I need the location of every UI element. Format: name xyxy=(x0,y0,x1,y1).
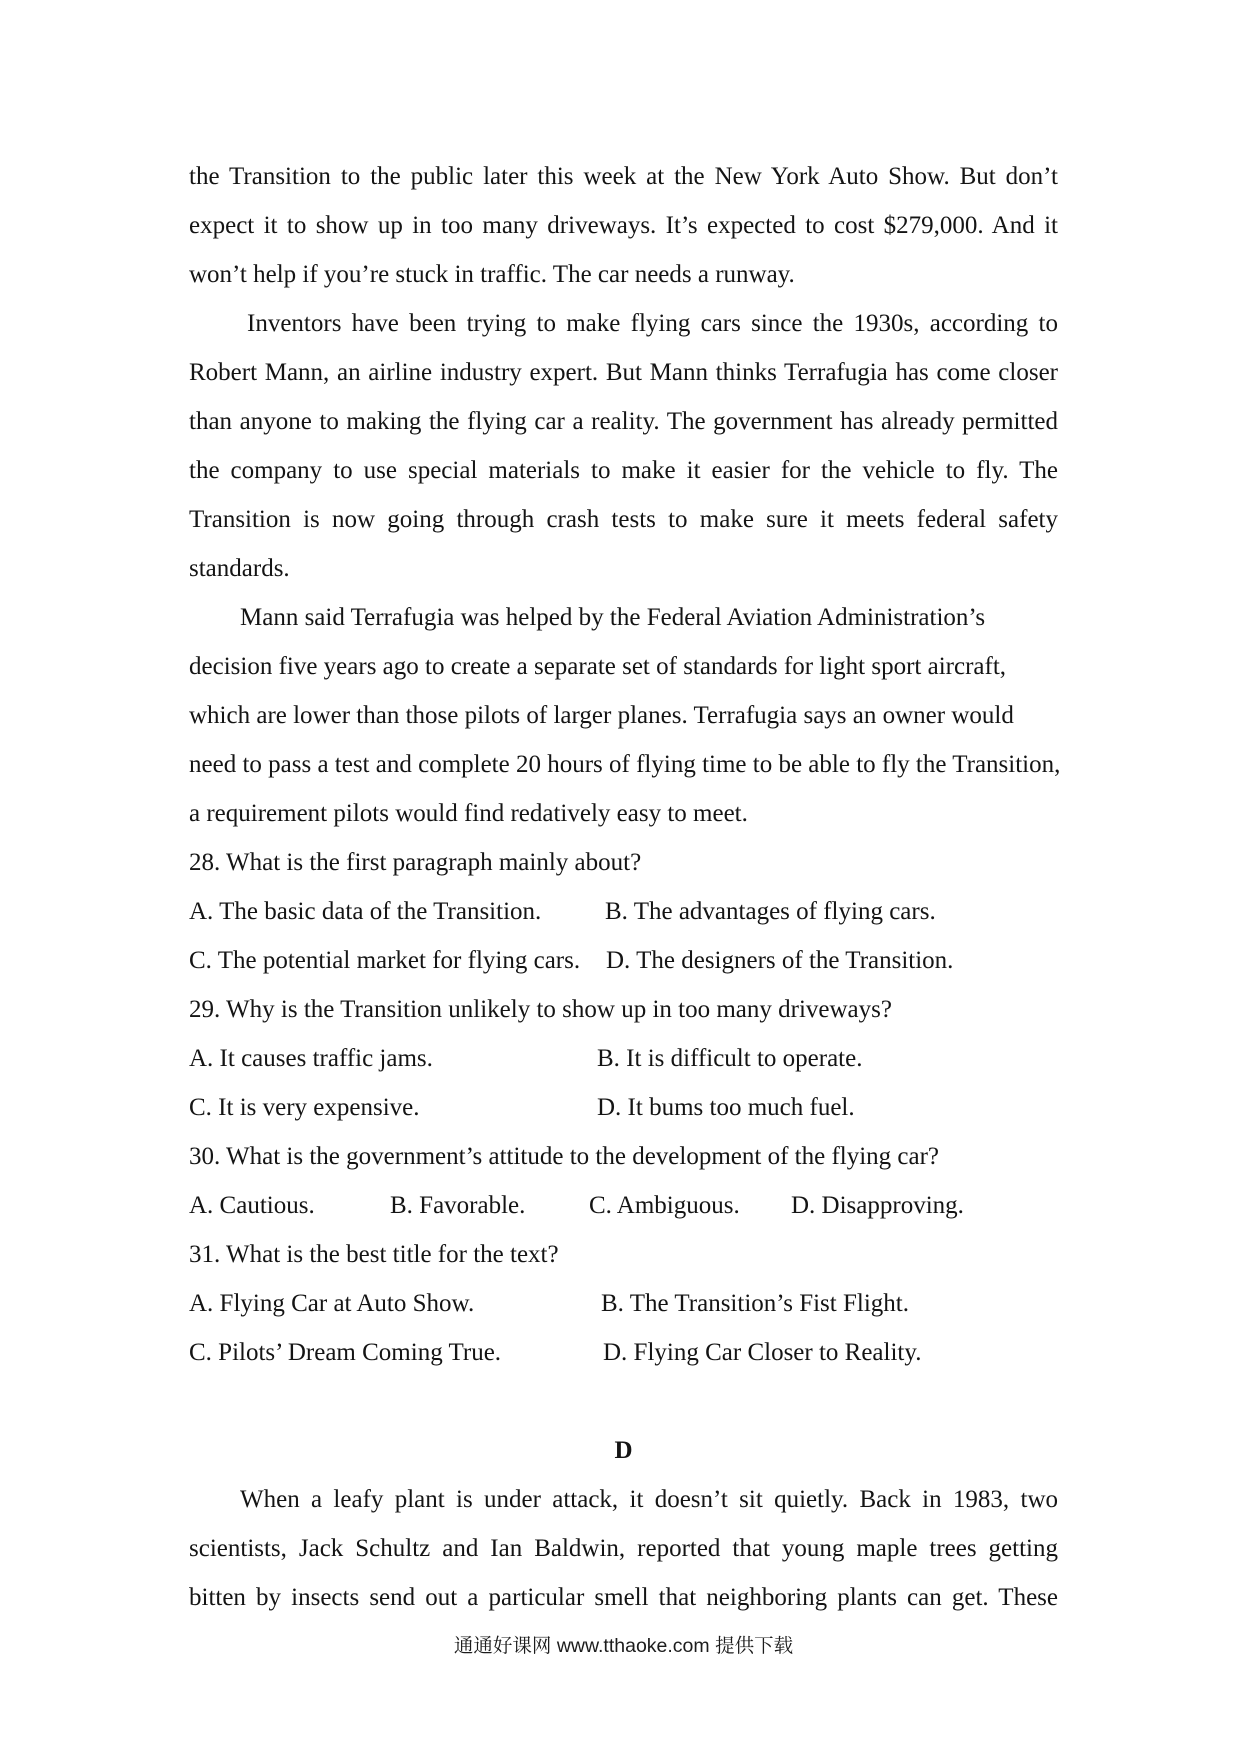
option-c: C. Pilots’ Dream Coming True. xyxy=(189,1339,502,1366)
question-28 xyxy=(189,838,1058,985)
text-column xyxy=(189,152,1061,1671)
option-row xyxy=(189,936,1058,985)
option-d: D. Flying Car Closer to Reality. xyxy=(603,1339,922,1366)
paragraph-line: expect it to show up in too many driveways. It’s expected to cost $279,000. And it xyxy=(189,212,1058,239)
option-row xyxy=(189,1034,1058,1083)
question-31 xyxy=(189,1230,1058,1377)
option-d: D. It bums too much fuel. xyxy=(597,1094,855,1121)
passage-d-paragraph-1 xyxy=(189,1475,1058,1622)
paragraph-line: When a leafy plant is under attack, it doesn’t sit quietly. Back in 1983, two xyxy=(240,1486,1058,1513)
paragraph-line: need to pass a test and complete 20 hours of flying time to be able to fly the Transition, xyxy=(189,751,1061,778)
paragraph-line: a requirement pilots would find redatively easy to meet. xyxy=(189,800,748,827)
option-c: C. It is very expensive. xyxy=(189,1094,420,1121)
option-a: A. Cautious. xyxy=(189,1192,315,1219)
section-heading: D xyxy=(614,1437,633,1464)
option-row xyxy=(189,887,1058,936)
footer-text: 通通好课网 www.tthaoke.com 提供下载 xyxy=(453,1635,794,1657)
paragraph-line: Inventors have been trying to make flying cars since the 1930s, according to xyxy=(247,310,1058,337)
question-30 xyxy=(189,1132,1058,1230)
paragraph-line: standards. xyxy=(189,555,290,582)
option-d: D. Disapproving. xyxy=(791,1192,964,1219)
option-c: C. Ambiguous. xyxy=(589,1192,740,1219)
option-d: D. The designers of the Transition. xyxy=(606,947,954,974)
option-row xyxy=(189,1328,1058,1377)
passage-c-paragraph-1 xyxy=(189,152,1058,299)
paragraph-line: Transition is now going through crash tests to make sure it meets federal safety xyxy=(189,506,1058,533)
paragraph-line: Robert Mann, an airline industry expert. But Mann thinks Terrafugia has come closer xyxy=(189,359,1058,386)
option-row xyxy=(189,1279,1058,1328)
question-stem: 30. What is the government’s attitude to the development of the flying car? xyxy=(189,1143,940,1170)
paragraph-line: the Transition to the public later this week at the New York Auto Show. But don’t xyxy=(189,163,1058,190)
paragraph-line: which are lower than those pilots of larger planes. Terrafugia says an owner would xyxy=(189,702,1014,729)
paragraph-line: scientists, Jack Schultz and Ian Baldwin, reported that young maple trees getting xyxy=(189,1535,1058,1562)
option-b: B. The advantages of flying cars. xyxy=(605,898,936,925)
paragraph-line: won’t help if you’re stuck in traffic. The car needs a runway. xyxy=(189,261,795,288)
option-a: A. Flying Car at Auto Show. xyxy=(189,1290,475,1317)
paragraph-line: Mann said Terrafugia was helped by the Federal Aviation Administration’s xyxy=(240,604,986,631)
passage-c-paragraph-2 xyxy=(189,299,1058,593)
paragraph-line: the company to use special materials to make it easier for the vehicle to fly. The xyxy=(189,457,1058,484)
option-b: B. It is difficult to operate. xyxy=(597,1045,863,1072)
passage-c-paragraph-3 xyxy=(189,593,1061,838)
option-a: A. The basic data of the Transition. xyxy=(189,898,542,925)
option-b: B. Favorable. xyxy=(390,1192,526,1219)
option-row xyxy=(189,1083,1058,1132)
paragraph-line: decision five years ago to create a separate set of standards for light sport aircraft, xyxy=(189,653,1007,680)
question-stem: 29. Why is the Transition unlikely to show up in too many driveways? xyxy=(189,996,892,1023)
paragraph-line: bitten by insects send out a particular smell that neighboring plants can get. These xyxy=(189,1584,1058,1611)
paragraph-line: than anyone to making the flying car a reality. The government has already permitted xyxy=(189,408,1058,435)
blank-spacer xyxy=(189,1377,1058,1426)
option-a: A. It causes traffic jams. xyxy=(189,1045,433,1072)
option-row xyxy=(189,1181,1058,1230)
question-stem: 28. What is the first paragraph mainly about? xyxy=(189,849,642,876)
option-b: B. The Transition’s Fist Flight. xyxy=(601,1290,909,1317)
question-29 xyxy=(189,985,1058,1132)
option-c: C. The potential market for flying cars. xyxy=(189,947,581,974)
question-stem: 31. What is the best title for the text? xyxy=(189,1241,559,1268)
